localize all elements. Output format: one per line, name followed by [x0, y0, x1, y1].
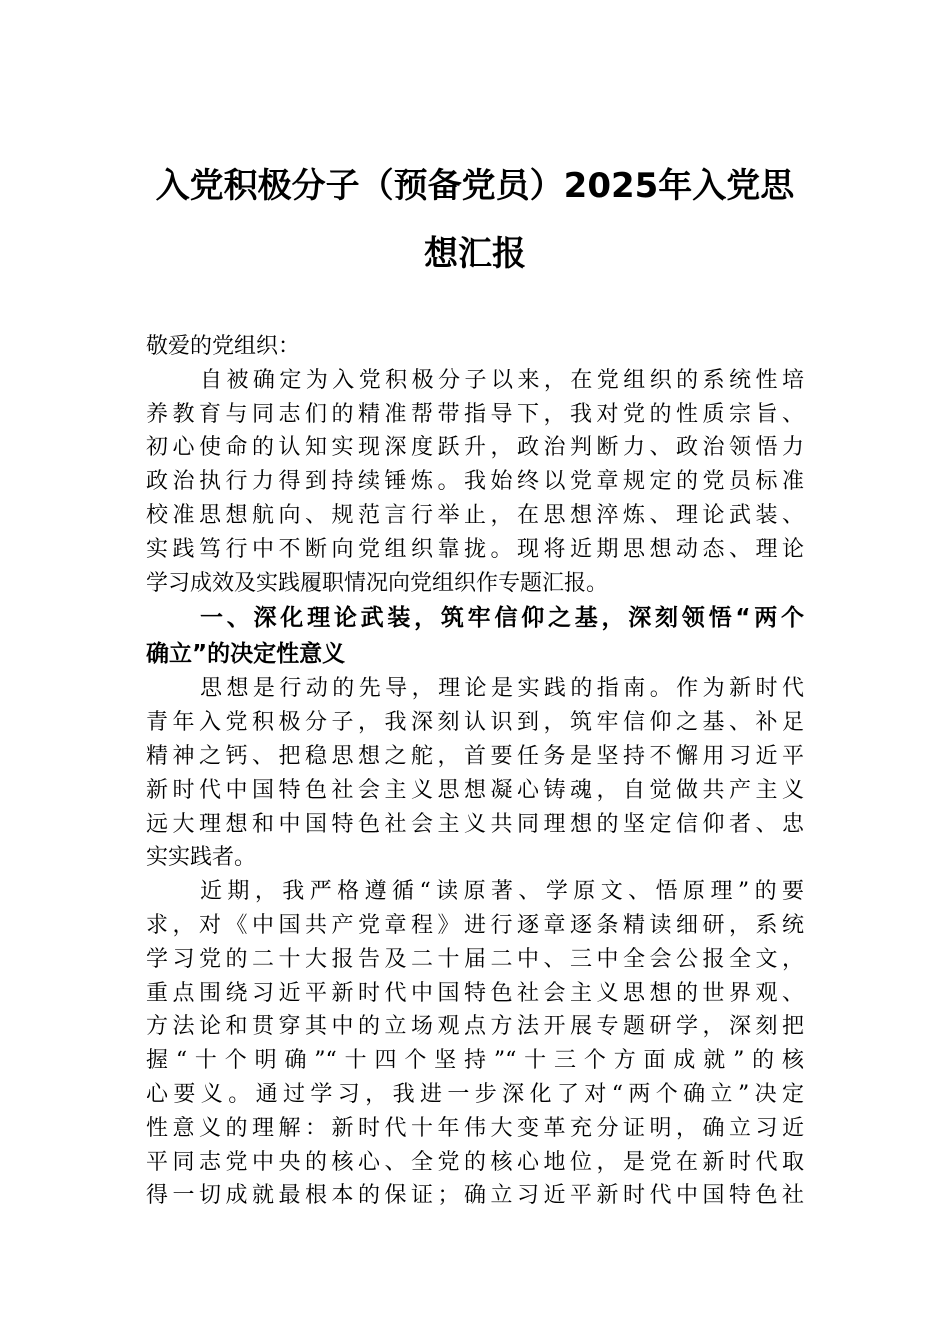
text-line: 政治执行力得到持续锤炼。我始终以党章规定的党员标准: [146, 469, 804, 495]
paragraph: [146, 672, 804, 875]
text-line: 实实践者。: [146, 845, 257, 871]
document-body: [146, 330, 804, 1213]
salutation: [146, 330, 804, 364]
text-line: 重点围绕习近平新时代中国特色社会主义思想的世界观、: [146, 980, 804, 1006]
document-title-line-2: 想汇报: [424, 234, 526, 274]
text-line: 远大理想和中国特色社会主义共同理想的坚定信仰者、忠: [146, 811, 804, 837]
text-line: 思想是行动的先导，理论是实践的指南。作为新时代: [200, 676, 804, 702]
text-line: 方法论和贯穿其中的立场观点方法开展专题研学，深刻把: [146, 1014, 804, 1040]
section-heading: [146, 600, 804, 672]
text-line: 新时代中国特色社会主义思想凝心铸魂，自觉做共产主义: [146, 777, 804, 803]
text-line: 自被确定为入党积极分子以来，在党组织的系统性培: [200, 367, 804, 393]
text-line: 平同志党中央的核心、全党的核心地位，是党在新时代取: [146, 1149, 804, 1175]
text-line: 确立”的决定性意义: [146, 641, 346, 668]
text-line: 得一切成就最根本的保证；确立习近平新时代中国特色社: [146, 1183, 804, 1209]
text-line: 握“十个明确”“十四个坚持”“十三个方面成就”的核: [146, 1048, 804, 1074]
text-line: 学习成效及实践履职情况向党组织作专题汇报。: [146, 570, 609, 596]
text-line: 初心使命的认知实现深度跃升，政治判断力、政治领悟力: [146, 435, 804, 461]
paragraph: [146, 364, 804, 601]
text-line: 青年入党积极分子，我深刻认识到，筑牢信仰之基、补足: [146, 710, 804, 736]
text-line: 校准思想航向、规范言行举止，在思想淬炼、理论武装、: [146, 502, 804, 528]
text-line: 学习党的二十大报告及二十届二中、三中全会公报全文，: [146, 946, 804, 972]
text-line: 实践笃行中不断向党组织靠拢。现将近期思想动态、理论: [146, 536, 804, 562]
text-line: 精神之钙、把稳思想之舵，首要任务是坚持不懈用习近平: [146, 743, 804, 769]
text-line: 敬爱的党组织：: [146, 334, 301, 359]
paragraph: [146, 875, 804, 1213]
text-line: 一、深化理论武装，筑牢信仰之基，深刻领悟“两个: [200, 605, 804, 632]
document-title-line-1: 入党积极分子（预备党员）2025年入党思: [155, 166, 795, 206]
text-line: 心要义。通过学习，我进一步深化了对“两个确立”决定: [146, 1081, 804, 1107]
text-line: 养教育与同志们的精准帮带指导下，我对党的性质宗旨、: [146, 401, 804, 427]
text-line: 性意义的理解：新时代十年伟大变革充分证明，确立习近: [146, 1115, 804, 1141]
text-line: 求，对《中国共产党章程》进行逐章逐条精读细研，系统: [146, 912, 804, 938]
text-line: 近期，我严格遵循“读原著、学原文、悟原理”的要: [200, 879, 804, 905]
